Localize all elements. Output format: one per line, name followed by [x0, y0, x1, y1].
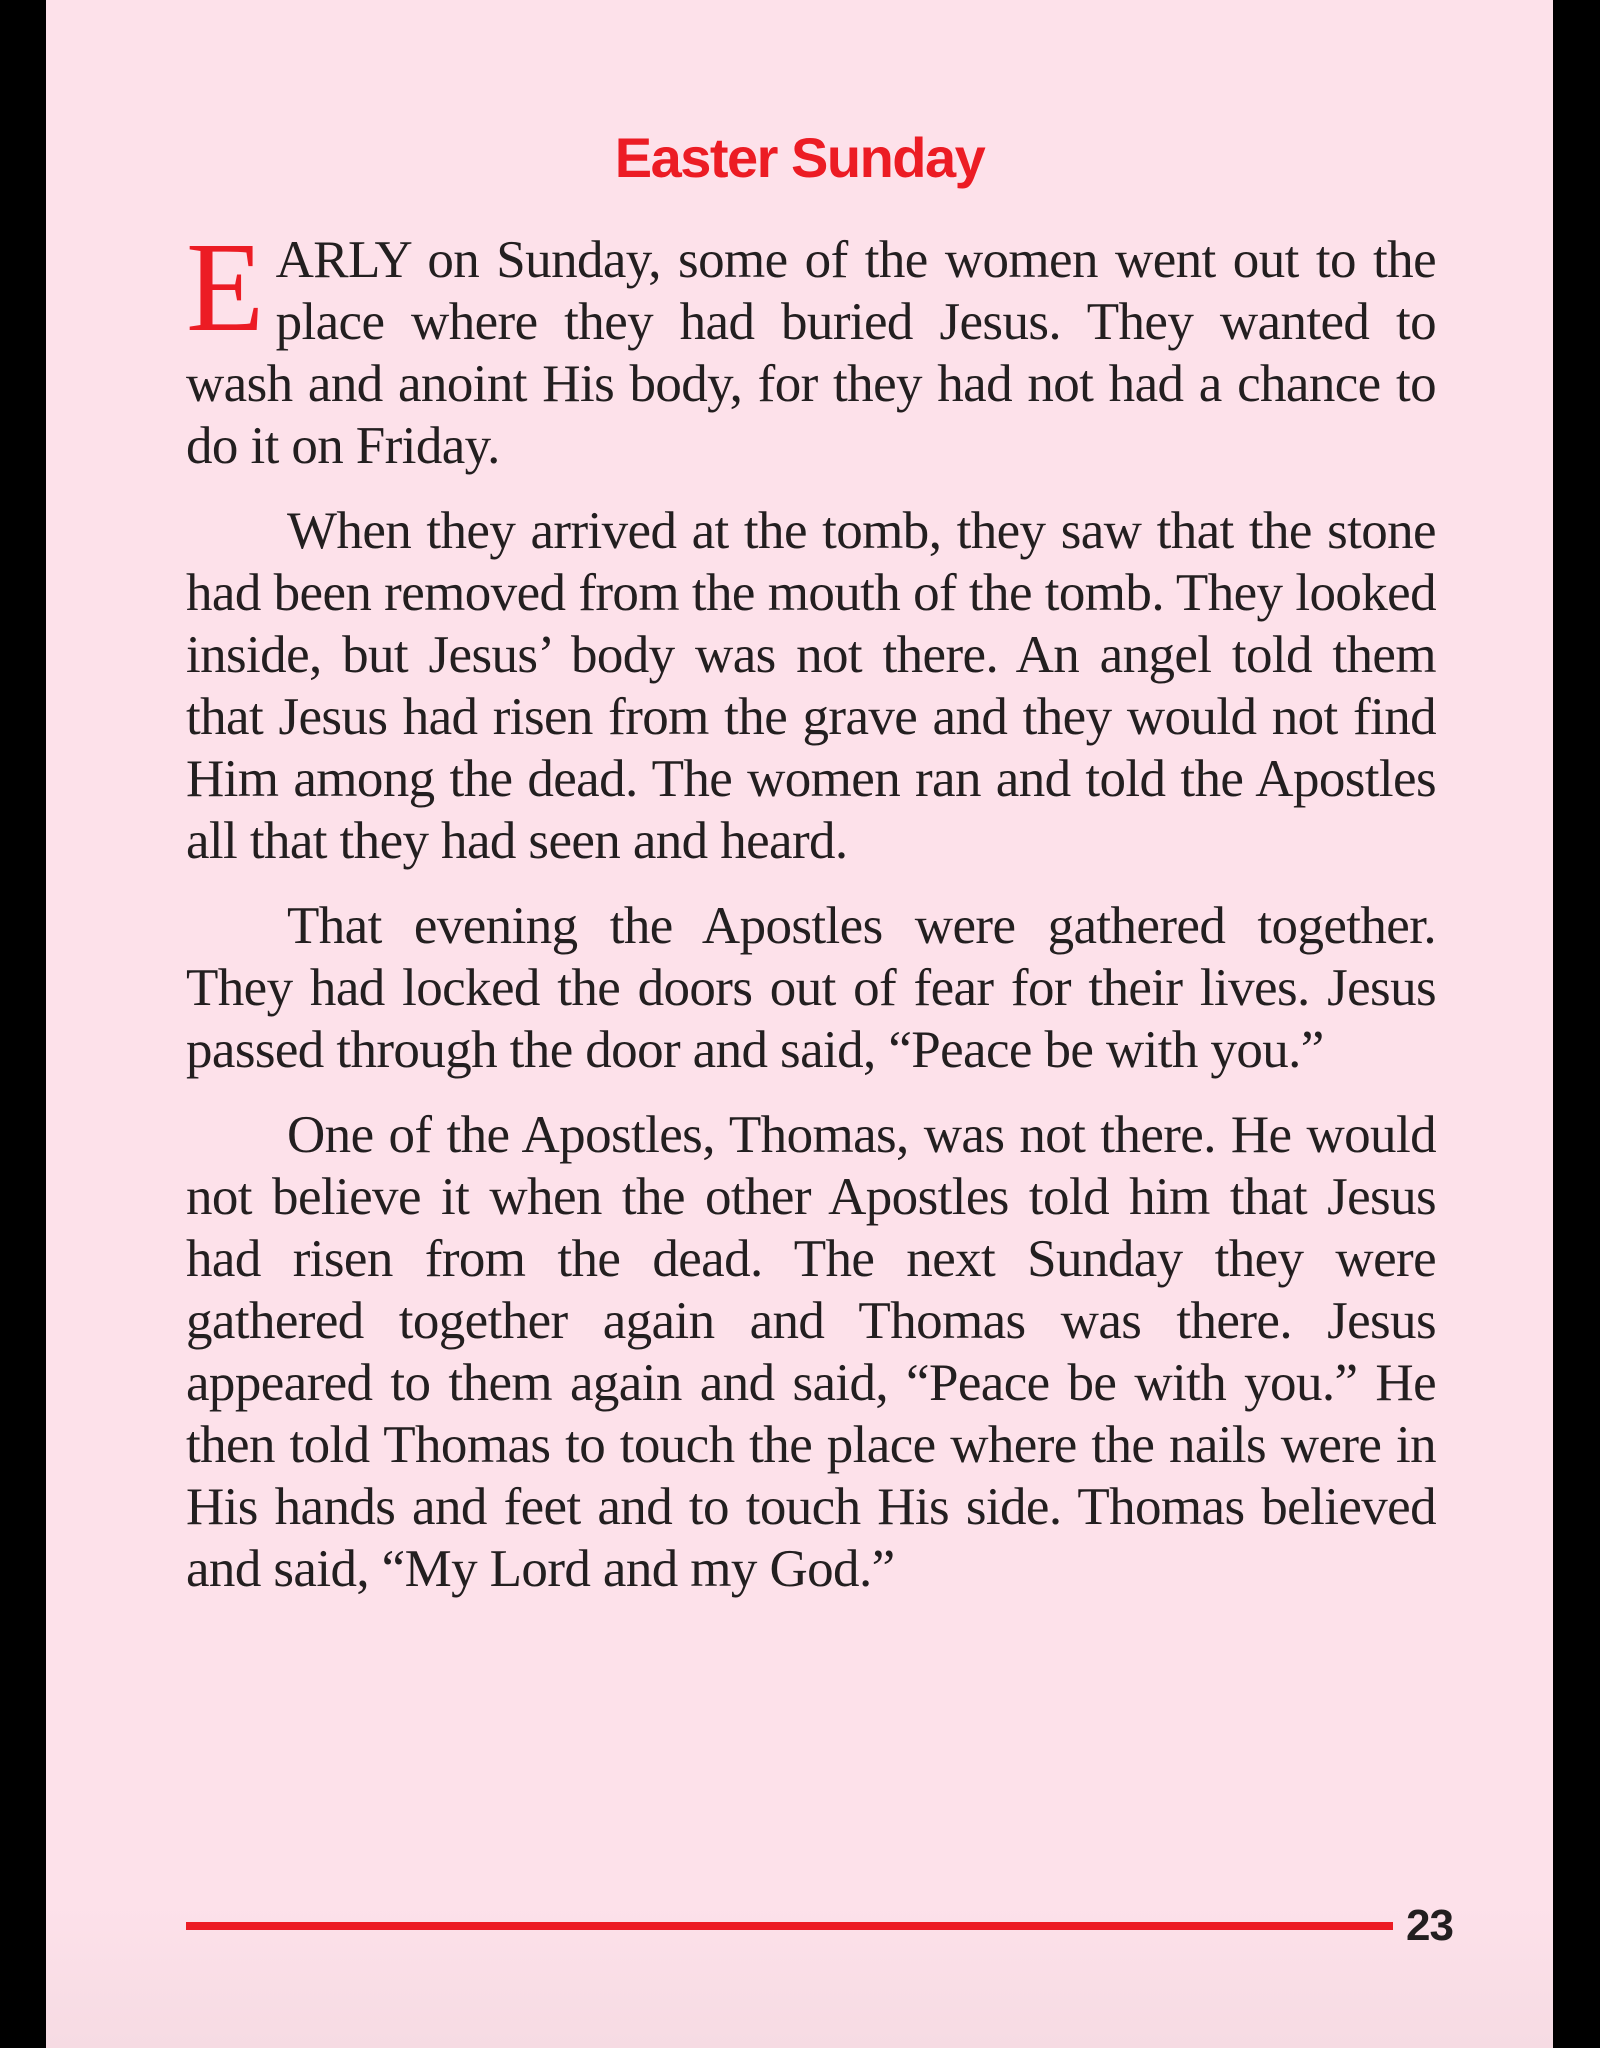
page-number: 23 [1406, 1901, 1453, 1950]
page-title: Easter Sunday [614, 126, 985, 189]
drop-cap: E [186, 216, 264, 358]
paragraph-2: When they arrived at the tomb, they saw that the stone had been removed from the mouth of the tomb. They looked inside, but Jesus’ body was not there. An angel told them that Jesus had risen from the grave and they would not find Him among the dead. The women ran and told the Apostles all that they had seen and heard. [186, 502, 1436, 870]
story-text [186, 216, 1436, 1623]
paragraph-1-text: ARLY on Sunday, some of the women went out to the place where they had buried Jesus. They wanted to wash and anoint His body, for they had not had a chance to do it on Friday. [186, 231, 1436, 475]
paragraph-3: That evening the Apostles were gathered together. They had locked the doors out of fear for their lives. Jesus passed through the door and said, “Peace be with you.” [186, 897, 1436, 1079]
paragraph-1 [186, 216, 1436, 477]
book-page [46, 0, 1553, 2048]
footer-rule [186, 1922, 1393, 1930]
paragraph-4: One of the Apostles, Thomas, was not there. He would not believe it when the other Apostles told him that Jesus had risen from the dead. The next Sunday they were gathered together again and Thomas was there. Jesus appeared to them again and said, “Peace be with you.” He then told Thomas to touch the place where the nails were in His hands and feet and to touch His side. Thomas believed and said, “My Lord and my God.” [186, 1106, 1436, 1598]
